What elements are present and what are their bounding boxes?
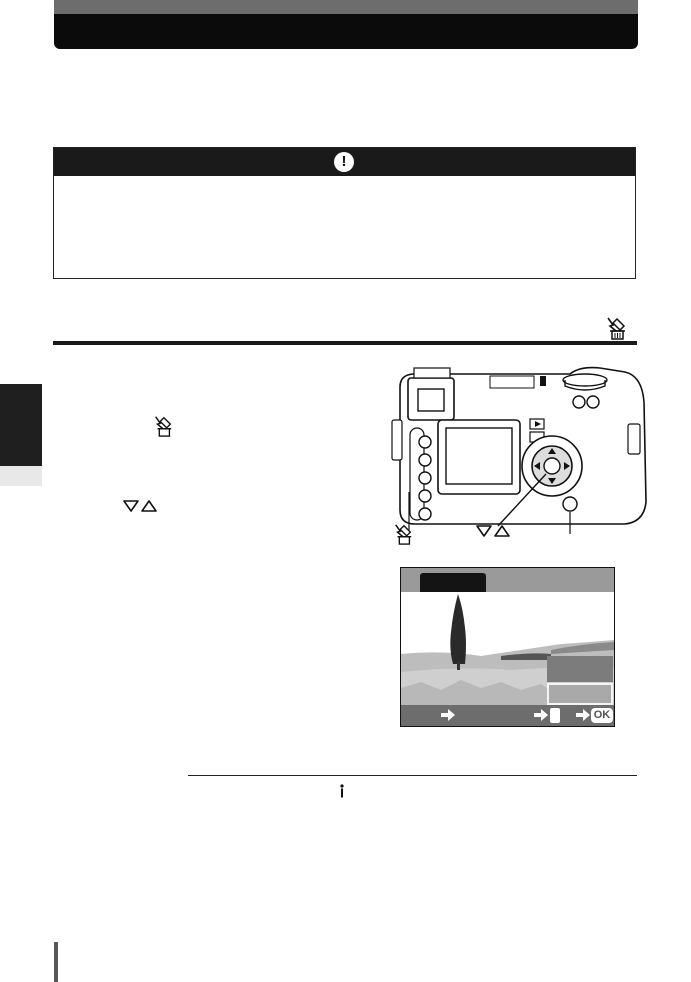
chapter-side-tab — [0, 384, 42, 466]
arrow-right-icon — [576, 709, 590, 721]
note-icon — [338, 784, 346, 798]
caution-header — [54, 148, 635, 176]
page-header-bar — [54, 14, 638, 49]
lcd-menu-option-selected — [547, 683, 613, 705]
down-up-arrows-icon — [120, 497, 160, 515]
up-down-icon — [550, 708, 560, 723]
erase-icon — [152, 415, 174, 437]
arrow-right-icon — [441, 709, 455, 721]
exclamation-icon: ! — [334, 152, 354, 172]
erase-icon — [392, 523, 414, 545]
down-up-arrows-icon — [472, 522, 514, 540]
lcd-mode-tab — [420, 573, 486, 592]
lcd-screen-illustration — [400, 567, 615, 727]
chapter-side-tab-shadow — [0, 466, 42, 486]
section-divider — [53, 341, 637, 345]
erase-icon — [604, 316, 628, 340]
header-top-stripe — [54, 0, 638, 14]
ok-icon: OK — [591, 708, 613, 723]
arrow-right-icon — [534, 709, 548, 721]
lcd-guide-bar — [401, 705, 614, 726]
caution-box — [53, 147, 636, 279]
lcd-title-bar — [401, 568, 614, 592]
lcd-menu-option — [547, 656, 613, 682]
note-divider — [188, 775, 637, 776]
camera-back-diagram — [380, 362, 650, 534]
page-margin-bar — [54, 942, 58, 982]
